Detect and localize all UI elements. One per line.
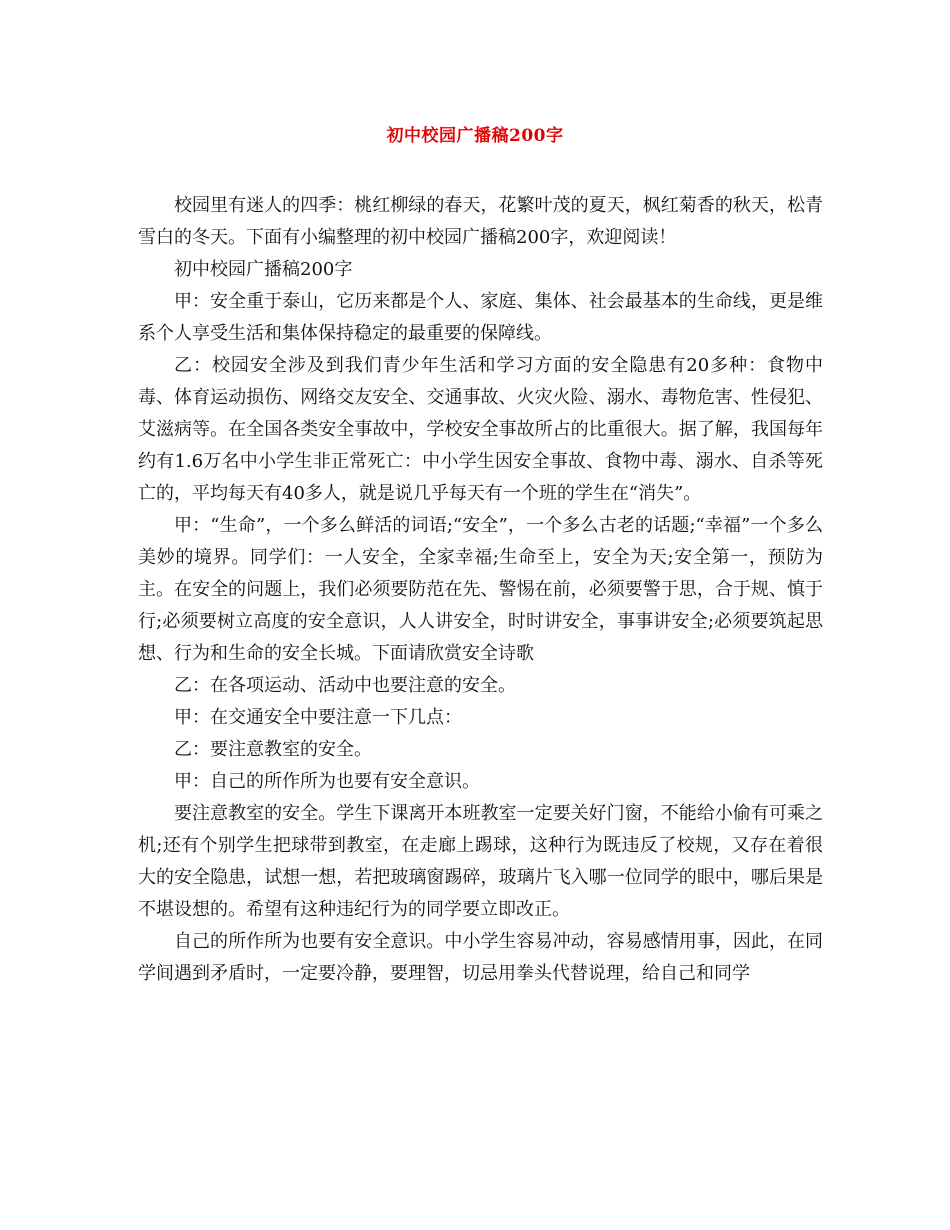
- paragraph-jia-4: 甲：自己的所作所为也要有安全意识。: [174, 771, 480, 792]
- paragraph-jia-2: 甲：“生命”，一个多么鲜活的词语;“安全”，一个多么古老的话题;“幸福”一个多么美妙的境界。同学们：一人安全，全家幸福;生命至上，安全为天;安全第一，预防为主。在安全的问题上，我们必须要防范在先、警惕在前，必须要警于思，合于规、慎于行;必须要树立高度的安全意识，人人讲安全，时时讲安全，事事讲安全;必须要筑起思想、行为和生命的安全长城。下面请欣赏安全诗歌: [138, 515, 823, 664]
- paragraph-self-awareness: 自己的所作所为也要有安全意识。中小学生容易冲动，容易感情用事，因此，在同学间遇到矛盾时，一定要冷静，要理智，切忌用拳头代替说理，给自己和同学: [138, 931, 823, 984]
- paragraph-jia-3: 甲：在交通安全中要注意一下几点：: [174, 707, 462, 728]
- document-body: [138, 190, 823, 990]
- paragraph-yi-1: 乙：校园安全涉及到我们青少年生活和学习方面的安全隐患有20多种：食物中毒、体育运动损伤、网络交友安全、交通事故、火灾火险、溺水、毒物危害、性侵犯、艾滋病等。在全国各类安全事故中，学校安全事故所占的比重很大。据了解，我国每年约有1.6万名中小学生非正常死亡：中小学生因安全事故、食物中毒、溺水、自杀等死亡的，平均每天有40多人，就是说几乎每天有一个班的学生在“消失”。: [138, 355, 823, 504]
- paragraph-yi-3: 乙：要注意教室的安全。: [174, 739, 372, 760]
- document-title: 初中校园广播稿200字: [386, 126, 564, 146]
- paragraph-jia-1: 甲：安全重于泰山，它历来都是个人、家庭、集体、社会最基本的生命线，更是维系个人享受生活和集体保持稳定的最重要的保障线。: [138, 291, 823, 344]
- paragraph-subtitle: 初中校园广播稿200字: [174, 259, 353, 280]
- paragraph-intro: 校园里有迷人的四季：桃红柳绿的春天，花繁叶茂的夏天，枫红菊香的秋天，松青雪白的冬天。下面有小编整理的初中校园广播稿200字，欢迎阅读！: [138, 195, 823, 248]
- paragraph-yi-2: 乙：在各项运动、活动中也要注意的安全。: [174, 675, 516, 696]
- paragraph-classroom-safety: 要注意教室的安全。学生下课离开本班教室一定要关好门窗，不能给小偷有可乘之机;还有个别学生把球带到教室，在走廊上踢球，这种行为既违反了校规，又存在着很大的安全隐患，试想一想，若把玻璃窗踢碎，玻璃片飞入哪一位同学的眼中，哪后果是不堪设想的。希望有这种违纪行为的同学要立即改正。: [138, 803, 823, 920]
